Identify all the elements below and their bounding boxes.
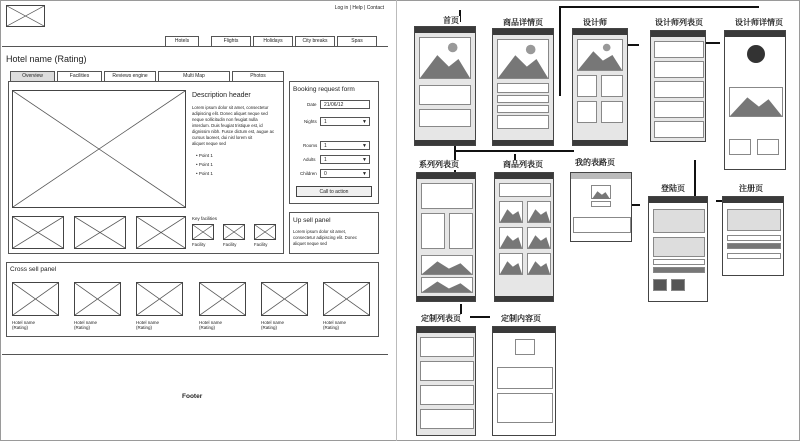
sub-tab-reviews[interactable]: Reviews engine [104,71,156,81]
screen-label-designer: 设计师 [583,18,607,27]
cross-sell-caption: Hotel name (Rating) [199,320,223,331]
screen-label-my-route: 我的表路页 [575,158,615,167]
screen-label-designer-list: 设计师列表页 [655,18,703,27]
footer-divider [2,354,388,355]
hotel-title: Hotel name (Rating) [6,54,87,64]
thumbnail-placeholder[interactable] [74,216,126,249]
screen-my-route[interactable] [570,172,632,242]
facility-icon [223,224,245,240]
sub-tab-overview[interactable]: Overview [10,71,55,81]
description-line: Lorem ipsum dolor sit amet, consectetur [192,105,269,110]
rooms-select[interactable]: 1 ▼ [320,141,370,150]
screen-login[interactable] [648,196,708,302]
adults-label: Adults [303,157,316,162]
bullet-point: • Point 1 [196,171,213,176]
screen-custom-content[interactable] [492,326,556,436]
upsell-title: Up sell panel [293,217,331,224]
facility-label: Facility [192,242,206,247]
bullet-point: • Point 1 [196,153,213,158]
screen-label-designer-detail: 设计师详情页 [735,18,783,27]
nav-tab-hotels[interactable]: Hotels [165,36,199,46]
cross-sell-caption: Hotel name (Rating) [12,320,36,331]
cross-sell-caption: Hotel name (Rating) [74,320,98,331]
screen-label-register: 注册页 [739,184,763,193]
description-line: dignissim nibh. Fusce dictum est, augue ac [192,129,275,134]
logo-placeholder [6,5,45,27]
screen-label-category-list: 系列列表页 [419,160,459,169]
footer-label: Footer [182,393,203,400]
upsell-line: aliquet neque sed [293,241,327,246]
call-to-action-button[interactable]: Call to action [296,186,372,197]
nav-tab-holidays[interactable]: Holidays [253,36,293,46]
screen-label-product-detail: 商品详情页 [503,18,543,27]
screen-designer-list[interactable] [650,30,706,142]
date-label: Date [307,102,317,107]
children-select[interactable]: 0 ▼ [320,169,370,178]
screen-designer[interactable] [572,28,628,146]
sub-tab-photos[interactable]: Photos [232,71,284,81]
nights-label: Nights [304,119,317,124]
sub-tab-multi-map[interactable]: Multi Map [158,71,230,81]
description-header: Description header [192,92,251,99]
cross-sell-title: Cross sell panel [10,266,57,273]
bullet-point: • Point 1 [196,162,213,167]
facility-label: Facility [223,242,237,247]
date-input[interactable]: 21/06/12 [320,100,370,109]
description-line: cursus laoreet, dui nisl lorem sit [192,135,253,140]
screen-register[interactable] [722,196,784,276]
adults-select[interactable]: 1 ▼ [320,155,370,164]
description-line: interdum. Duis feugiat tristique est, id [192,123,263,128]
panel-divider [396,0,397,441]
main-image-placeholder [12,90,186,208]
screen-label-home: 首页 [443,16,459,25]
facility-label: Facility [254,242,268,247]
nav-tab-flights[interactable]: Flights [211,36,251,46]
flow-connector [559,6,759,8]
cross-sell-image[interactable] [199,282,246,316]
screen-category-list[interactable] [416,172,476,302]
cross-sell-caption: Hotel name (Rating) [136,320,160,331]
hotel-page-wireframe [2,2,390,438]
screen-designer-detail[interactable] [724,30,786,170]
screen-label-product-list: 商品列表页 [503,160,543,169]
cross-sell-image[interactable] [12,282,59,316]
nights-select[interactable]: 1 ▼ [320,117,370,126]
top-links[interactable]: Log in | Help | Contact [334,5,384,11]
flow-connector [470,316,490,318]
description-line: neque sollicitudin non feugiat nulla [192,117,258,122]
nav-tab-city-breaks[interactable]: City breaks [295,36,335,46]
screen-home[interactable] [414,26,476,146]
cross-sell-caption: Hotel name (Rating) [323,320,347,331]
cross-sell-image[interactable] [74,282,121,316]
sub-tab-facilities[interactable]: Facilities [57,71,102,81]
nav-underline [2,46,388,47]
cross-sell-image[interactable] [323,282,370,316]
flow-connector [454,150,574,152]
screen-custom-list[interactable] [416,326,476,436]
app-storyboard [404,4,798,438]
screen-product-detail[interactable] [492,28,554,146]
thumbnail-placeholder[interactable] [12,216,64,249]
booking-form-title: Booking request form [293,86,355,93]
flow-connector [559,6,561,96]
nav-tab-spas[interactable]: Spas [337,36,377,46]
screen-label-custom-content: 定制内容页 [501,314,541,323]
key-facilities-label: Key facilities [192,216,218,221]
screen-product-list[interactable] [494,172,554,302]
cross-sell-caption: Hotel name (Rating) [261,320,285,331]
screen-label-custom-list: 定制列表页 [421,314,461,323]
description-line: adipiscing elit. Donec aliquet neque sed [192,111,268,116]
upsell-line: Lorem ipsum dolor sit amet, [293,229,347,234]
cross-sell-image[interactable] [136,282,183,316]
upsell-line: consectetur adipiscing elit. Donec [293,235,358,240]
rooms-label: Rooms [303,143,318,148]
facility-icon [192,224,214,240]
description-line: aliquet neque sed [192,141,226,146]
thumbnail-placeholder[interactable] [136,216,186,249]
screen-label-login: 登陆页 [661,184,685,193]
facility-icon [254,224,276,240]
cross-sell-image[interactable] [261,282,308,316]
children-label: Children [300,171,317,176]
